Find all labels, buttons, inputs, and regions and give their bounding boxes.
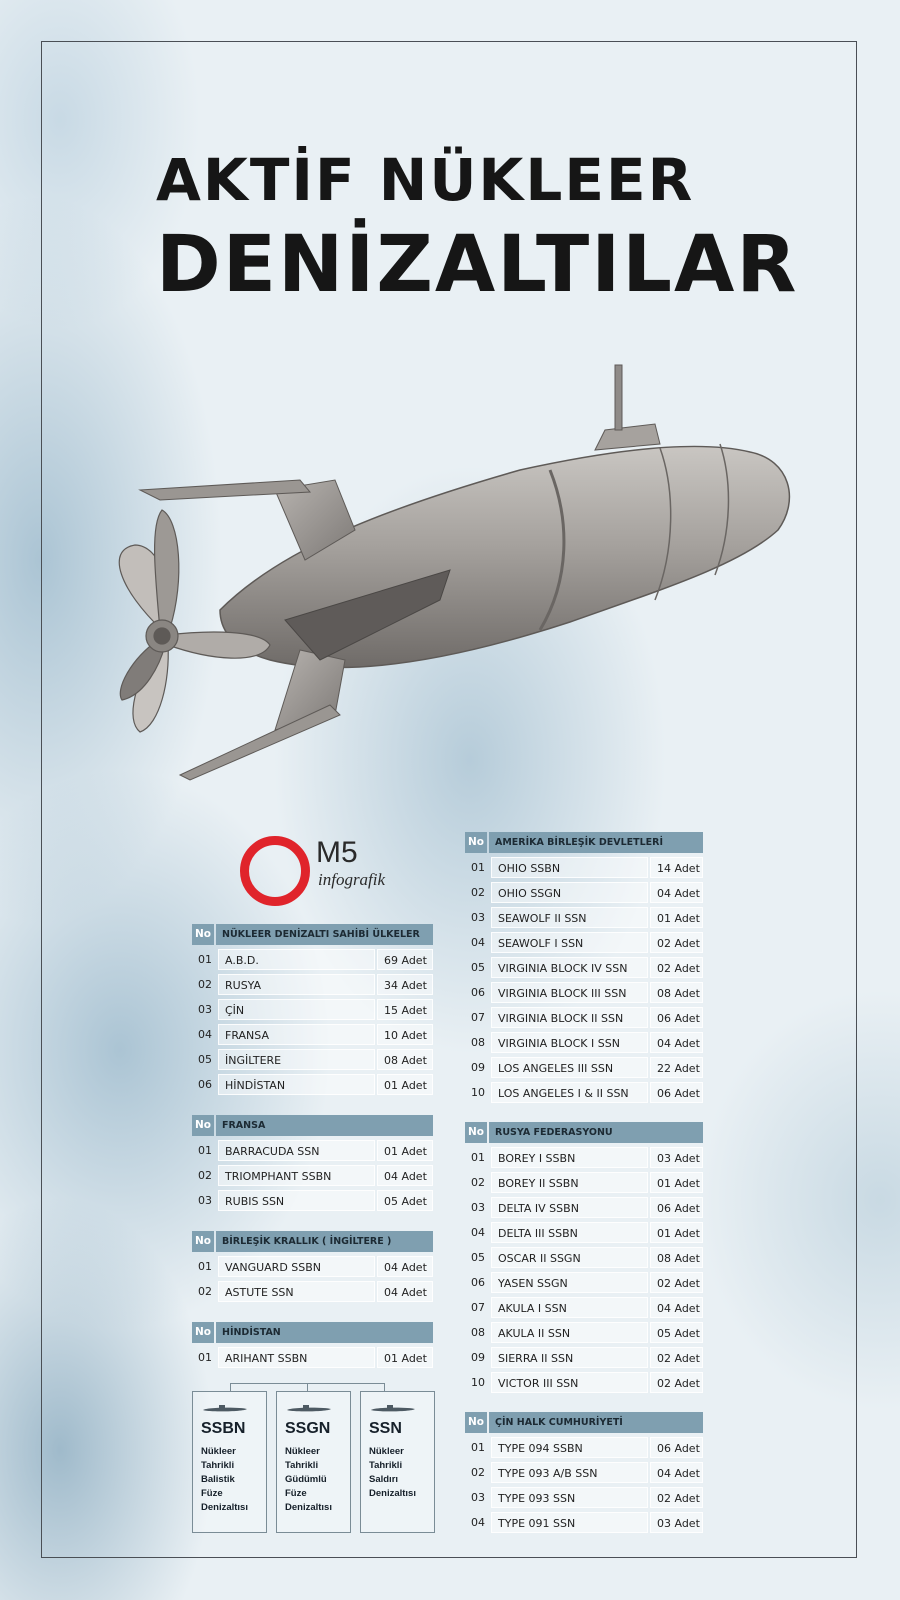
row-count: 04 Adet bbox=[650, 1462, 703, 1483]
row-count: 02 Adet bbox=[650, 1347, 703, 1368]
row-name: VIRGINIA BLOCK IV SSN bbox=[491, 957, 648, 978]
row-name: VIRGINIA BLOCK I SSN bbox=[491, 1032, 648, 1053]
row-count: 69 Adet bbox=[377, 949, 433, 970]
row-name: TYPE 094 SSBN bbox=[491, 1437, 648, 1458]
row-count: 06 Adet bbox=[650, 1197, 703, 1218]
row-number: 10 bbox=[471, 1376, 485, 1389]
row-number: 07 bbox=[471, 1301, 485, 1314]
row-count: 22 Adet bbox=[650, 1057, 703, 1078]
row-count: 15 Adet bbox=[377, 999, 433, 1020]
row-number: 03 bbox=[471, 1201, 485, 1214]
column-header-no: No bbox=[192, 924, 214, 945]
table-title: HİNDİSTAN bbox=[216, 1322, 433, 1343]
table-title: BİRLEŞİK KRALLIK ( İNGİLTERE ) bbox=[216, 1231, 433, 1252]
table-title: FRANSA bbox=[216, 1115, 433, 1136]
row-number: 01 bbox=[198, 1260, 212, 1273]
row-number: 01 bbox=[198, 953, 212, 966]
row-number: 08 bbox=[471, 1326, 485, 1339]
row-name: VIRGINIA BLOCK III SSN bbox=[491, 982, 648, 1003]
m5-logo bbox=[240, 836, 400, 906]
row-name: DELTA III SSBN bbox=[491, 1222, 648, 1243]
row-name: DELTA IV SSBN bbox=[491, 1197, 648, 1218]
row-number: 06 bbox=[471, 986, 485, 999]
row-number: 02 bbox=[198, 1169, 212, 1182]
row-number: 04 bbox=[471, 1516, 485, 1529]
row-name: SIERRA II SSN bbox=[491, 1347, 648, 1368]
row-name: ARIHANT SSBN bbox=[218, 1347, 375, 1368]
row-count: 01 Adet bbox=[650, 1222, 703, 1243]
legend-code: SSBN bbox=[201, 1420, 246, 1437]
row-name: AKULA I SSN bbox=[491, 1297, 648, 1318]
row-count: 06 Adet bbox=[650, 1082, 703, 1103]
legend-code: SSN bbox=[369, 1420, 402, 1437]
row-count: 01 Adet bbox=[377, 1347, 433, 1368]
row-count: 02 Adet bbox=[650, 1372, 703, 1393]
row-name: HİNDİSTAN bbox=[218, 1074, 375, 1095]
row-name: BARRACUDA SSN bbox=[218, 1140, 375, 1161]
row-number: 09 bbox=[471, 1061, 485, 1074]
row-name: A.B.D. bbox=[218, 949, 375, 970]
row-number: 03 bbox=[198, 1194, 212, 1207]
row-number: 02 bbox=[471, 886, 485, 899]
row-name: SEAWOLF II SSN bbox=[491, 907, 648, 928]
legend-description: Nükleer Tahrikli Balistik Füze Denizaltısı bbox=[201, 1446, 248, 1513]
submarine-illustration bbox=[100, 360, 820, 800]
row-name: BOREY II SSBN bbox=[491, 1172, 648, 1193]
row-number: 05 bbox=[471, 961, 485, 974]
row-number: 01 bbox=[471, 861, 485, 874]
row-name: SEAWOLF I SSN bbox=[491, 932, 648, 953]
row-name: RUSYA bbox=[218, 974, 375, 995]
row-number: 02 bbox=[471, 1176, 485, 1189]
row-number: 03 bbox=[471, 1491, 485, 1504]
row-count: 10 Adet bbox=[377, 1024, 433, 1045]
row-count: 02 Adet bbox=[650, 1272, 703, 1293]
submarine-silhouette-icon bbox=[201, 1404, 249, 1414]
column-header-no: No bbox=[192, 1322, 214, 1343]
row-count: 34 Adet bbox=[377, 974, 433, 995]
column-header-no: No bbox=[192, 1231, 214, 1252]
row-name: ASTUTE SSN bbox=[218, 1281, 375, 1302]
row-name: FRANSA bbox=[218, 1024, 375, 1045]
row-count: 01 Adet bbox=[650, 1172, 703, 1193]
row-name: TYPE 091 SSN bbox=[491, 1512, 648, 1533]
row-name: VANGUARD SSBN bbox=[218, 1256, 375, 1277]
table-title: ÇİN HALK CUMHURİYETİ bbox=[489, 1412, 703, 1433]
row-name: İNGİLTERE bbox=[218, 1049, 375, 1070]
row-number: 06 bbox=[471, 1276, 485, 1289]
row-number: 04 bbox=[471, 1226, 485, 1239]
submarine-silhouette-icon bbox=[285, 1404, 333, 1414]
logo-mark: M5 bbox=[316, 836, 358, 869]
row-name: VICTOR III SSN bbox=[491, 1372, 648, 1393]
row-name: ÇİN bbox=[218, 999, 375, 1020]
row-count: 04 Adet bbox=[377, 1256, 433, 1277]
row-number: 06 bbox=[198, 1078, 212, 1091]
row-count: 01 Adet bbox=[650, 907, 703, 928]
row-name: AKULA II SSN bbox=[491, 1322, 648, 1343]
row-number: 05 bbox=[198, 1053, 212, 1066]
row-number: 02 bbox=[198, 1285, 212, 1298]
row-number: 10 bbox=[471, 1086, 485, 1099]
legend-code: SSGN bbox=[285, 1420, 331, 1437]
row-count: 04 Adet bbox=[650, 1297, 703, 1318]
row-count: 04 Adet bbox=[650, 1032, 703, 1053]
table-title: NÜKLEER DENİZALTI SAHİBİ ÜLKELER bbox=[216, 924, 433, 945]
row-name: VIRGINIA BLOCK II SSN bbox=[491, 1007, 648, 1028]
table-title: AMERİKA BİRLEŞİK DEVLETLERİ bbox=[489, 832, 703, 853]
row-count: 01 Adet bbox=[377, 1140, 433, 1161]
row-number: 08 bbox=[471, 1036, 485, 1049]
row-count: 05 Adet bbox=[650, 1322, 703, 1343]
legend-ssgn bbox=[276, 1391, 351, 1533]
row-number: 04 bbox=[198, 1028, 212, 1041]
row-name: YASEN SSGN bbox=[491, 1272, 648, 1293]
row-count: 08 Adet bbox=[650, 1247, 703, 1268]
column-header-no: No bbox=[192, 1115, 214, 1136]
row-count: 04 Adet bbox=[377, 1165, 433, 1186]
submarine-silhouette-icon bbox=[369, 1404, 417, 1414]
row-number: 02 bbox=[198, 978, 212, 991]
row-name: TRIOMPHANT SSBN bbox=[218, 1165, 375, 1186]
row-name: OSCAR II SSGN bbox=[491, 1247, 648, 1268]
row-number: 07 bbox=[471, 1011, 485, 1024]
row-number: 01 bbox=[471, 1441, 485, 1454]
row-count: 02 Adet bbox=[650, 1487, 703, 1508]
row-count: 03 Adet bbox=[650, 1147, 703, 1168]
legend-ssbn bbox=[192, 1391, 267, 1533]
row-name: BOREY I SSBN bbox=[491, 1147, 648, 1168]
legend-ssn bbox=[360, 1391, 435, 1533]
row-count: 03 Adet bbox=[650, 1512, 703, 1533]
row-count: 08 Adet bbox=[377, 1049, 433, 1070]
row-count: 08 Adet bbox=[650, 982, 703, 1003]
logo-ring-icon bbox=[240, 836, 310, 906]
row-number: 02 bbox=[471, 1466, 485, 1479]
row-name: LOS ANGELES I & II SSN bbox=[491, 1082, 648, 1103]
row-count: 01 Adet bbox=[377, 1074, 433, 1095]
legend-description: Nükleer Tahrikli Güdümlü Füze Denizaltısı bbox=[285, 1446, 332, 1513]
row-count: 04 Adet bbox=[650, 882, 703, 903]
row-number: 09 bbox=[471, 1351, 485, 1364]
row-number: 05 bbox=[471, 1251, 485, 1264]
column-header-no: No bbox=[465, 1412, 487, 1433]
row-number: 03 bbox=[471, 911, 485, 924]
row-name: LOS ANGELES III SSN bbox=[491, 1057, 648, 1078]
row-name: OHIO SSBN bbox=[491, 857, 648, 878]
row-count: 06 Adet bbox=[650, 1007, 703, 1028]
title-line-1: AKTİF NÜKLEER bbox=[156, 146, 695, 214]
row-count: 06 Adet bbox=[650, 1437, 703, 1458]
row-count: 05 Adet bbox=[377, 1190, 433, 1211]
row-name: OHIO SSGN bbox=[491, 882, 648, 903]
legend-description: Nükleer Tahrikli Saldırı Denizaltısı bbox=[369, 1446, 416, 1499]
row-name: RUBIS SSN bbox=[218, 1190, 375, 1211]
row-name: TYPE 093 A/B SSN bbox=[491, 1462, 648, 1483]
logo-subtitle: infografik bbox=[318, 870, 386, 889]
row-count: 14 Adet bbox=[650, 857, 703, 878]
row-count: 02 Adet bbox=[650, 957, 703, 978]
row-count: 04 Adet bbox=[377, 1281, 433, 1302]
row-count: 02 Adet bbox=[650, 932, 703, 953]
row-number: 01 bbox=[198, 1351, 212, 1364]
row-number: 04 bbox=[471, 936, 485, 949]
row-name: TYPE 093 SSN bbox=[491, 1487, 648, 1508]
column-header-no: No bbox=[465, 1122, 487, 1143]
row-number: 01 bbox=[471, 1151, 485, 1164]
title-line-2: DENİZALTILAR bbox=[156, 220, 799, 310]
row-number: 03 bbox=[198, 1003, 212, 1016]
column-header-no: No bbox=[465, 832, 487, 853]
table-title: RUSYA FEDERASYONU bbox=[489, 1122, 703, 1143]
row-number: 01 bbox=[198, 1144, 212, 1157]
